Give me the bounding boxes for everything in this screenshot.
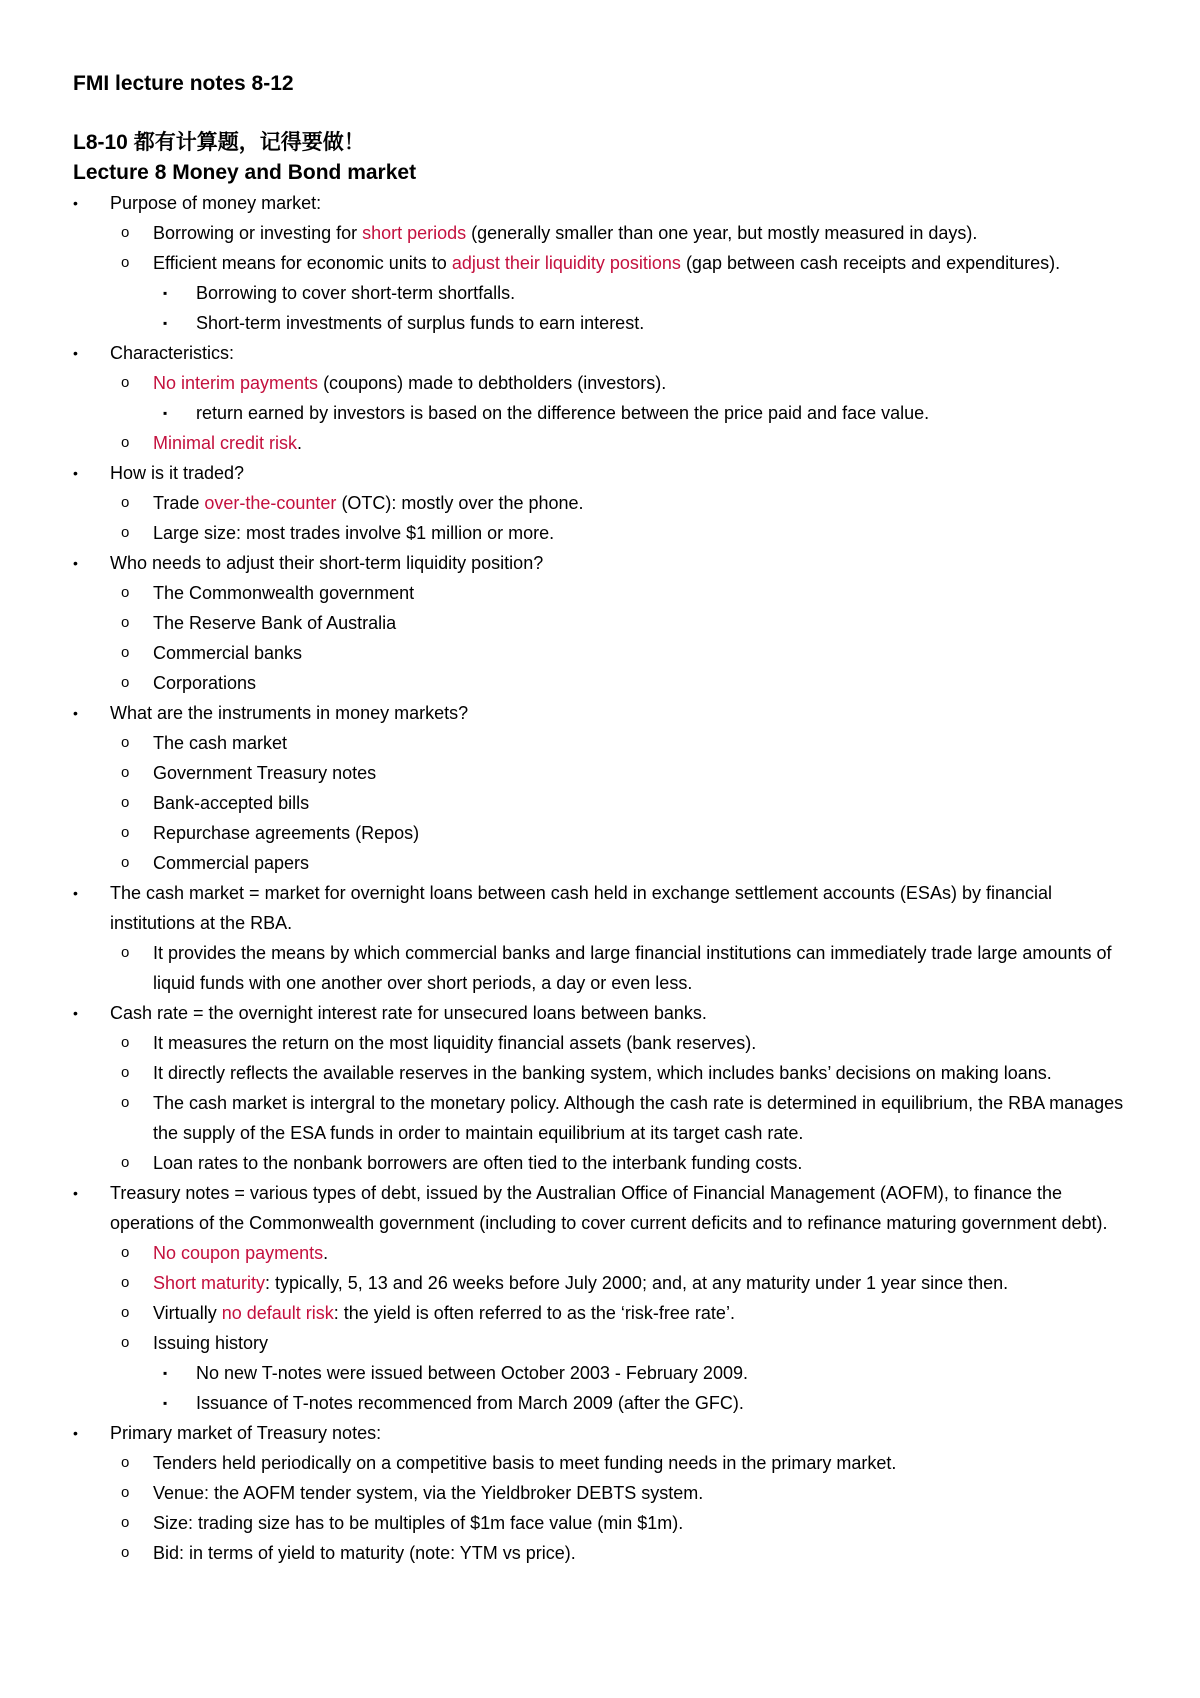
list-item-text <box>153 1063 1052 1083</box>
list-item <box>73 518 1133 548</box>
bullet-marker: o <box>121 494 130 511</box>
text-run: It provides the means by which commercial banks and large financial institutions can immediately trade large amounts of liquid funds with one another over short periods, a day or even less. <box>153 943 1112 993</box>
list-item-text <box>153 763 376 783</box>
text-run: Commercial papers <box>153 853 310 873</box>
list-item <box>73 1328 1133 1358</box>
bullet-marker: o <box>121 1484 130 1501</box>
bullet-marker: o <box>121 854 130 871</box>
list-item <box>73 698 1133 728</box>
list-item <box>73 488 1133 518</box>
text-run: Tenders held periodically on a competitive basis to meet funding needs in the primary market. <box>153 1453 897 1473</box>
list-item <box>73 398 1133 428</box>
text-run: Size: trading size has to be multiples of $1m face value (min $1m). <box>153 1513 684 1533</box>
list-item <box>73 998 1133 1028</box>
bullet-marker: o <box>121 584 130 601</box>
list-item-text <box>153 733 287 753</box>
bullet-marker: o <box>121 764 130 781</box>
text-run: Who needs to adjust their short-term liquidity position? <box>110 553 544 573</box>
list-item <box>73 248 1133 278</box>
list-item-text <box>153 1273 1008 1293</box>
list-item <box>73 1298 1133 1328</box>
list-item <box>73 758 1133 788</box>
list-item <box>73 938 1133 998</box>
bullet-marker: o <box>121 674 130 691</box>
list-item-text <box>153 823 419 843</box>
bullet-marker: o <box>121 524 130 541</box>
list-item-text <box>110 883 1052 933</box>
text-run: Short-term investments of surplus funds to earn interest. <box>196 313 645 333</box>
list-item-text <box>153 643 302 663</box>
text-run: (gap between cash receipts and expenditures). <box>680 253 1061 273</box>
text-run: Commercial banks <box>153 643 303 663</box>
list-item <box>73 878 1133 938</box>
highlight-text: short periods <box>362 223 467 243</box>
list-item <box>73 1178 1133 1238</box>
list-item-text <box>110 703 468 723</box>
text-run: Efficient means for economic units to <box>153 253 452 273</box>
text-run: . <box>297 433 303 453</box>
list-item-text <box>153 943 1111 993</box>
bullet-marker: o <box>121 1514 130 1531</box>
bullet-marker: • <box>73 555 78 571</box>
document-title: FMI lecture notes 8-12 <box>73 72 294 95</box>
list-item <box>73 278 1133 308</box>
list-item-text <box>153 433 302 453</box>
bullet-marker: o <box>121 944 130 961</box>
list-item <box>73 1478 1133 1508</box>
bullet-marker: • <box>73 885 78 901</box>
list-item-text <box>153 373 666 393</box>
list-item-text <box>110 1183 1108 1233</box>
highlight-text: No coupon payments <box>153 1243 324 1263</box>
highlight-text: no default risk <box>221 1303 334 1323</box>
list-item-text <box>153 1333 268 1353</box>
text-run: Virtually <box>153 1303 222 1323</box>
highlight-text: over-the-counter <box>204 493 337 513</box>
list-item <box>73 638 1133 668</box>
text-run: Issuance of T-notes recommenced from March 2009 (after the GFC). <box>196 1393 744 1413</box>
bullet-marker: ▪ <box>163 1366 168 1380</box>
list-item <box>73 1148 1133 1178</box>
list-item <box>73 368 1133 398</box>
list-item-text <box>153 253 1060 273</box>
list-item-text <box>153 1513 683 1533</box>
list-item-text <box>110 193 321 213</box>
list-item-text <box>153 1483 703 1503</box>
list-item-text <box>153 1153 802 1173</box>
list-item <box>73 728 1133 758</box>
bullet-marker: o <box>121 1454 130 1471</box>
list-item-text <box>153 613 396 633</box>
bullet-marker: o <box>121 1334 130 1351</box>
list-item-text <box>153 1543 576 1563</box>
list-item <box>73 1028 1133 1058</box>
text-run: What are the instruments in money markets? <box>110 703 469 723</box>
list-item <box>73 1508 1133 1538</box>
list-item-text <box>153 223 977 243</box>
bullet-marker: o <box>121 1064 130 1081</box>
note-heading: L8-10 都有计算题，记得要做！ <box>73 131 365 154</box>
list-item-text <box>110 1423 381 1443</box>
text-run: Treasury notes = various types of debt, issued by the Australian Office of Financial Management (AOFM), to finance the operations of the Commonwealth government (including to cover current deficits and to refinance maturing government debt). <box>110 1183 1108 1233</box>
text-run: : the yield is often referred to as the ‘risk-free rate’. <box>333 1303 735 1323</box>
text-run: Bank-accepted bills <box>153 793 310 813</box>
document-page <box>73 70 1133 1568</box>
bullet-marker: • <box>73 345 78 361</box>
text-run: return earned by investors is based on the difference between the price paid and face value. <box>196 403 930 423</box>
text-run: The Reserve Bank of Australia <box>153 613 397 633</box>
list-item <box>73 1088 1133 1148</box>
bullet-list <box>73 188 1133 1568</box>
bullet-marker: o <box>121 644 130 661</box>
bullet-marker: • <box>73 1425 78 1441</box>
text-run: Corporations <box>153 673 257 693</box>
list-item-text <box>196 283 515 303</box>
lecture-heading: Lecture 8 Money and Bond market <box>73 161 417 184</box>
list-item-text <box>153 853 309 873</box>
list-item <box>73 788 1133 818</box>
text-run: How is it traded? <box>110 463 245 483</box>
bullet-marker: ▪ <box>163 316 168 330</box>
bullet-marker: • <box>73 1185 78 1201</box>
list-item-text <box>153 583 414 603</box>
list-item-text <box>110 553 543 573</box>
list-item-text <box>153 493 584 513</box>
bullet-marker: ▪ <box>163 406 168 420</box>
text-run: : typically, 5, 13 and 26 weeks before July 2000; and, at any maturity under 1 year since then. <box>265 1273 1009 1293</box>
text-run: Large size: most trades involve $1 million or more. <box>153 523 555 543</box>
text-run: Characteristics: <box>110 343 235 363</box>
list-item-text <box>196 313 644 333</box>
bullet-marker: o <box>121 1094 130 1111</box>
text-run: Venue: the AOFM tender system, via the Yieldbroker DEBTS system. <box>153 1483 704 1503</box>
text-run: Cash rate = the overnight interest rate for unsecured loans between banks. <box>110 1003 707 1023</box>
list-item-text <box>196 1393 744 1413</box>
list-item-text <box>153 1033 756 1053</box>
bullet-marker: ▪ <box>163 286 168 300</box>
highlight-text: adjust their liquidity positions <box>451 253 681 273</box>
list-item <box>73 1358 1133 1388</box>
bullet-marker: ▪ <box>163 1396 168 1410</box>
text-run: Borrowing or investing for <box>153 223 363 243</box>
bullet-marker: o <box>121 614 130 631</box>
list-item <box>73 608 1133 638</box>
list-item-text <box>110 1003 707 1023</box>
highlight-text: Short maturity <box>153 1273 266 1293</box>
list-item <box>73 1238 1133 1268</box>
text-run: (generally smaller than one year, but mostly measured in days). <box>466 223 978 243</box>
bullet-marker: • <box>73 705 78 721</box>
text-run: Issuing history <box>153 1333 269 1353</box>
list-item <box>73 578 1133 608</box>
list-item <box>73 1058 1133 1088</box>
text-run: Borrowing to cover short-term shortfalls. <box>196 283 516 303</box>
bullet-marker: • <box>73 1005 78 1021</box>
list-item <box>73 1538 1133 1568</box>
bullet-marker: o <box>121 374 130 391</box>
list-item <box>73 308 1133 338</box>
text-run: Bid: in terms of yield to maturity (note: YTM vs price). <box>153 1543 576 1563</box>
list-item <box>73 1388 1133 1418</box>
list-item-text <box>153 1093 1123 1143</box>
bullet-marker: o <box>121 794 130 811</box>
list-item <box>73 338 1133 368</box>
text-run: The cash market is intergral to the monetary policy. Although the cash rate is determined in equilibrium, the RBA manages the supply of the ESA funds in order to maintain equilibrium at its target cash rate. <box>153 1093 1124 1143</box>
list-item <box>73 218 1133 248</box>
text-run: Primary market of Treasury notes: <box>110 1423 382 1443</box>
bullet-marker: o <box>121 1274 130 1291</box>
list-item <box>73 548 1133 578</box>
text-run: (OTC): mostly over the phone. <box>336 493 584 513</box>
text-run: (coupons) made to debtholders (investors). <box>318 373 667 393</box>
list-item <box>73 428 1133 458</box>
list-item <box>73 1268 1133 1298</box>
list-item-text <box>153 523 554 543</box>
text-run: It measures the return on the most liquidity financial assets (bank reserves). <box>153 1033 757 1053</box>
bullet-marker: • <box>73 195 78 211</box>
bullet-marker: o <box>121 824 130 841</box>
list-item-text <box>110 343 234 363</box>
bullet-marker: o <box>121 1034 130 1051</box>
bullet-marker: o <box>121 1544 130 1561</box>
list-item <box>73 668 1133 698</box>
text-run: The cash market <box>153 733 288 753</box>
list-item <box>73 1418 1133 1448</box>
bullet-marker: o <box>121 1154 130 1171</box>
list-item-text <box>196 403 929 423</box>
text-run: Repurchase agreements (Repos) <box>153 823 420 843</box>
list-item <box>73 818 1133 848</box>
bullet-marker: o <box>121 254 130 271</box>
list-item <box>73 848 1133 878</box>
text-run: . <box>323 1243 329 1263</box>
list-item-text <box>153 1453 896 1473</box>
text-run: The Commonwealth government <box>153 583 415 603</box>
list-item-text <box>153 1303 735 1323</box>
list-item-text <box>153 793 309 813</box>
list-item-text <box>196 1363 748 1383</box>
list-item-text <box>110 463 244 483</box>
text-run: Trade <box>153 493 205 513</box>
bullet-marker: o <box>121 1244 130 1261</box>
text-run: No new T-notes were issued between October 2003 - February 2009. <box>196 1363 748 1383</box>
text-run: Loan rates to the nonbank borrowers are often tied to the interbank funding costs. <box>153 1153 803 1173</box>
bullet-marker: o <box>121 434 130 451</box>
list-item <box>73 188 1133 218</box>
bullet-marker: o <box>121 224 130 241</box>
bullet-marker: o <box>121 734 130 751</box>
list-item <box>73 1448 1133 1478</box>
text-run: The cash market = market for overnight loans between cash held in exchange settlement accounts (ESAs) by financial institutions at the RBA. <box>110 883 1052 933</box>
list-item-text <box>153 673 256 693</box>
text-run: It directly reflects the available reserves in the banking system, which includes banks’ decisions on making loans. <box>153 1063 1052 1083</box>
list-item <box>73 458 1133 488</box>
bullet-marker: • <box>73 465 78 481</box>
highlight-text: No interim payments <box>153 373 319 393</box>
list-item-text <box>153 1243 328 1263</box>
bullet-marker: o <box>121 1304 130 1321</box>
highlight-text: Minimal credit risk <box>153 433 298 453</box>
text-run: Purpose of money market: <box>110 193 322 213</box>
text-run: Government Treasury notes <box>153 763 377 783</box>
